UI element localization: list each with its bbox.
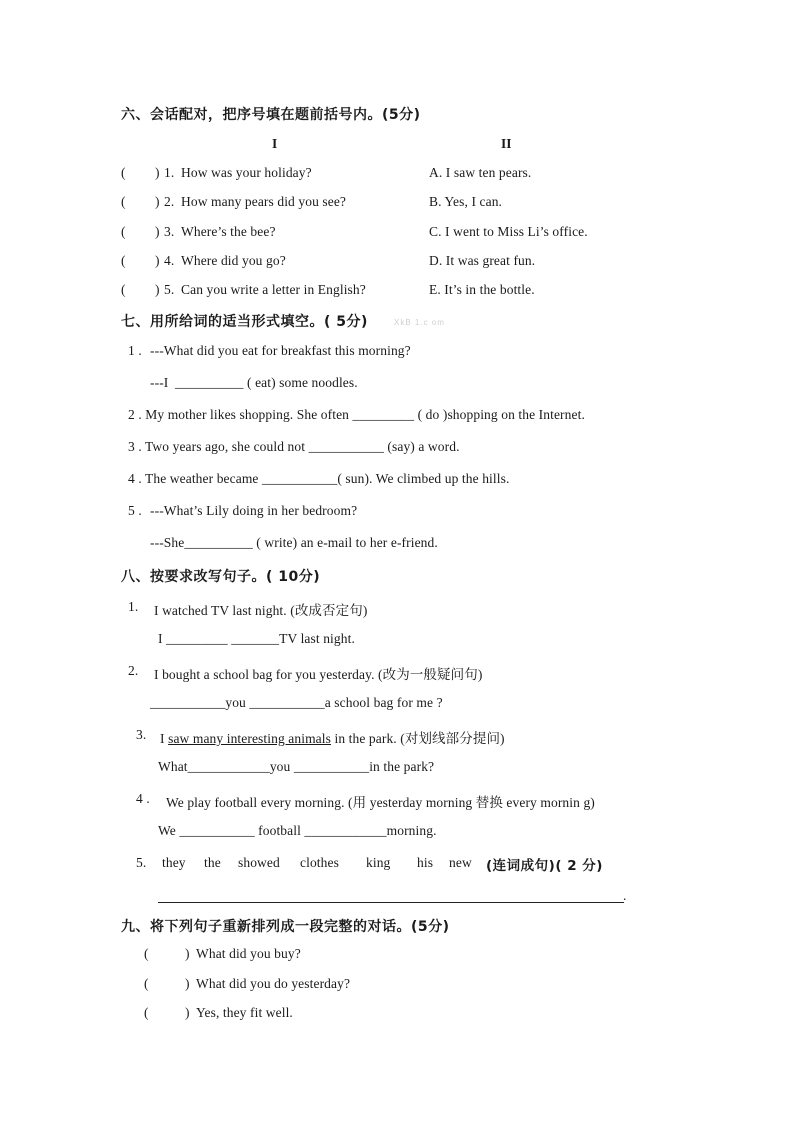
answer-option: C. I went to Miss Li’s office.	[429, 224, 588, 239]
question-number: 3.	[136, 727, 147, 742]
column-ii-label: II	[501, 136, 512, 151]
rewrite-question-1: I watched TV last night. (改成否定句)	[154, 603, 368, 618]
fill-question-5-line-a: ---What’s Lily doing in her bedroom?	[150, 503, 358, 518]
column-i-label: I	[272, 136, 278, 151]
scrambled-word: his	[417, 855, 434, 870]
question-number: 2.	[164, 194, 175, 209]
question-text: How was your holiday?	[181, 165, 312, 180]
answer-paren-close: )	[155, 194, 160, 209]
answer-paren-close: )	[155, 282, 160, 297]
answer-paren-open[interactable]: (	[121, 282, 126, 297]
watermark: XkB 1.c om	[394, 318, 445, 327]
rewrite-question-3	[160, 727, 505, 747]
question-number: 3.	[164, 224, 175, 239]
question-number: 5.	[164, 282, 175, 297]
section-9-heading: 九、将下列句子重新排列成一段完整的对话。(5分)	[121, 919, 450, 935]
question-number: 2.	[128, 663, 139, 678]
question-text: Where’s the bee?	[181, 224, 276, 239]
section-8-heading: 八、按要求改写句子。( 10分)	[121, 569, 321, 585]
rewrite-question-2: I bought a school bag for you yesterday. (改为一般疑问句)	[154, 667, 483, 682]
fill-question-1-line-a: ---What did you eat for breakfast this morning?	[150, 343, 411, 358]
fill-question-2: 2 . My mother likes shopping. She often _________ ( do )shopping on the Internet.	[128, 407, 585, 422]
rewrite-answer-4[interactable]: We ___________ football ____________morning.	[158, 823, 437, 838]
q3-underlined-phrase: saw many interesting animals	[168, 731, 331, 746]
scrambled-word: new	[449, 855, 472, 870]
answer-paren-open[interactable]: (	[121, 165, 126, 180]
fill-question-4: 4 . The weather became ___________( sun). We climbed up the hills.	[128, 471, 510, 486]
question-number: 4 .	[136, 791, 150, 806]
dialogue-sentence: Yes, they fit well.	[196, 1005, 293, 1020]
question-number: 1.	[128, 599, 139, 614]
rewrite-answer-3[interactable]: What____________you ___________in the park?	[158, 759, 435, 774]
question-text: Can you write a letter in English?	[181, 282, 366, 297]
scrambled-word: they	[162, 855, 186, 870]
answer-line[interactable]	[158, 902, 624, 903]
section-6-heading: 六、会话配对，把序号填在题前括号内。(5分)	[121, 107, 421, 123]
scrambled-note: (连词成句)( 2 分)	[486, 858, 603, 874]
answer-paren-open[interactable]: (	[121, 194, 126, 209]
question-number: 5.	[136, 855, 147, 870]
fill-blank-1[interactable]: __________	[175, 375, 244, 390]
question-text: How many pears did you see?	[181, 194, 347, 209]
fill-question-1-prefix: ---I	[150, 375, 169, 390]
q3-prefix: I	[160, 731, 165, 746]
rewrite-answer-2[interactable]: ___________you ___________a school bag for me ?	[150, 695, 443, 710]
fill-question-1-suffix: ( eat) some noodles.	[247, 375, 358, 390]
answer-option: D. It was great fun.	[429, 253, 536, 268]
answer-paren-close: )	[155, 253, 160, 268]
question-number: 5 .	[128, 503, 142, 518]
question-number: 4.	[164, 253, 175, 268]
question-number: 1 .	[128, 343, 142, 358]
answer-option: E. It’s in the bottle.	[429, 282, 535, 297]
answer-paren-close: )	[155, 165, 160, 180]
scrambled-word: clothes	[300, 855, 339, 870]
answer-paren-open[interactable]: (	[121, 224, 126, 239]
q3-suffix: in the park. (对划线部分提问)	[334, 731, 505, 746]
order-paren-open[interactable]: (	[144, 1005, 149, 1020]
scrambled-word: king	[366, 855, 391, 870]
dialogue-sentence: What did you buy?	[196, 946, 301, 961]
scrambled-word: showed	[238, 855, 280, 870]
rewrite-answer-1[interactable]: I _________ _______TV last night.	[158, 631, 355, 646]
order-paren-close: )	[185, 976, 190, 991]
fill-question-3: 3 . Two years ago, she could not ___________ (say) a word.	[128, 439, 460, 454]
answer-line-period: .	[623, 888, 627, 903]
answer-option: A. I saw ten pears.	[429, 165, 532, 180]
order-paren-open[interactable]: (	[144, 976, 149, 991]
answer-option: B. Yes, I can.	[429, 194, 503, 209]
question-number: 1.	[164, 165, 175, 180]
order-paren-open[interactable]: (	[144, 946, 149, 961]
question-text: Where did you go?	[181, 253, 286, 268]
order-paren-close: )	[185, 946, 190, 961]
section-7-heading: 七、用所给词的适当形式填空。( 5分)	[121, 314, 368, 330]
answer-paren-open[interactable]: (	[121, 253, 126, 268]
fill-question-5-line-b: ---She__________ ( write) an e-mail to her e-friend.	[150, 535, 438, 550]
order-paren-close: )	[185, 1005, 190, 1020]
rewrite-question-4: We play football every morning. (用 yesterday morning 替换 every mornin g)	[166, 795, 595, 810]
dialogue-sentence: What did you do yesterday?	[196, 976, 351, 991]
answer-paren-close: )	[155, 224, 160, 239]
scrambled-word: the	[204, 855, 221, 870]
